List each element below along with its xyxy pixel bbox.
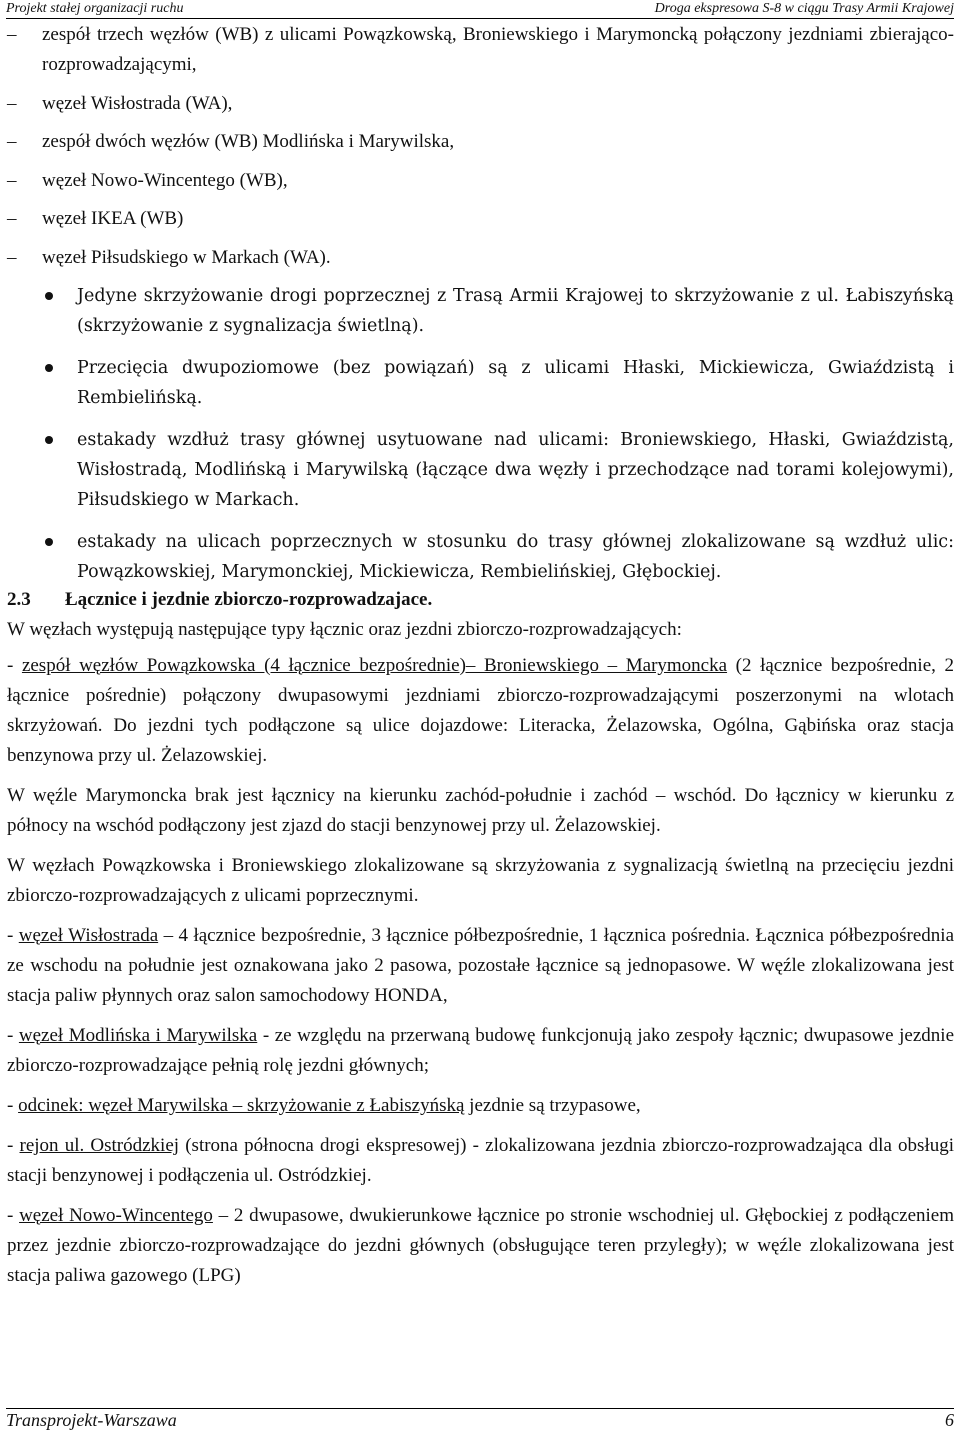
list-item bbox=[7, 89, 954, 119]
paragraph-marywilska-section bbox=[7, 1091, 954, 1121]
header-road-title: Droga ekspresowa S-8 w ciągu Trasy Armii Krajowej bbox=[654, 1, 954, 16]
paragraph-marymoncka bbox=[7, 781, 954, 841]
dash-marker: – bbox=[7, 131, 17, 152]
paragraph-powazkowska bbox=[7, 651, 954, 771]
paragraph-subject: odcinek: węzeł Marywilska – skrzyżowanie z Łabiszyńską bbox=[18, 1095, 465, 1116]
paragraph-prefix: - bbox=[7, 925, 19, 946]
list-item-text: węzeł Wisłostrada (WA), bbox=[42, 92, 233, 114]
paragraph-ostrodzka bbox=[7, 1131, 954, 1191]
list-item bbox=[7, 20, 954, 80]
header-project-title: Projekt stałej organizacji ruchu bbox=[6, 1, 184, 16]
bullet-text: estakady wzdłuż trasy głównej usytuowane nad ulicami: Broniewskiego, Hłaski, Gwiaździstą, Wisłostradą, Modlińską i Marywilską (łączące dwa węzły i przechodzące nad torami kolejowymi), Piłsudskiego w Markach. bbox=[77, 430, 954, 510]
bullet-text: Przecięcia dwupoziomowe (bez powiązań) są z ulicami Hłaski, Mickiewicza, Gwiaździstą i Rembielińską. bbox=[77, 358, 954, 408]
dash-marker: – bbox=[7, 169, 17, 191]
page-number: 6 bbox=[945, 1410, 954, 1430]
list-item-text: zespół trzech węzłów (WB) z ulicami Powązkowską, Broniewskiego i Marymoncką połączony jezdniami zbierająco-rozprowadzającymi, bbox=[42, 24, 954, 75]
bullet-text: Jedyne skrzyżowanie drogi poprzecznej z Trasą Armii Krajowej to skrzyżowanie z ul. Łabiszyńską (skrzyżowanie z sygnalizacja świetlną). bbox=[77, 286, 954, 336]
section-number: 2.3 bbox=[7, 589, 31, 610]
list-item bbox=[7, 127, 954, 157]
page-header bbox=[6, 0, 954, 19]
bullet-item bbox=[7, 425, 954, 515]
list-item bbox=[7, 243, 954, 273]
bullet-item bbox=[7, 353, 954, 413]
dash-marker: – bbox=[7, 92, 17, 114]
paragraph-subject: węzeł Wisłostrada bbox=[18, 925, 159, 946]
intro-text: W węzłach występują następujące typy łącznic oraz jezdni zbiorczo-rozprowadzających: bbox=[7, 619, 682, 640]
list-item-text: węzeł IKEA (WB) bbox=[42, 208, 184, 229]
paragraph-signals bbox=[7, 851, 954, 911]
intro-paragraph bbox=[7, 615, 954, 645]
section-title: Łącznice i jezdnie zbiorczo-rozprowadzajace. bbox=[65, 589, 433, 610]
paragraph-modlinska bbox=[7, 1021, 954, 1081]
bullet-dot-icon bbox=[45, 292, 53, 300]
paragraph-prefix: - bbox=[7, 1135, 20, 1156]
paragraph-prefix: - bbox=[7, 1025, 19, 1046]
interchange-list bbox=[7, 20, 954, 273]
list-item bbox=[7, 204, 954, 234]
list-item-text: zespół dwóch węzłów (WB) Modlińska i Marywilska, bbox=[42, 131, 455, 152]
paragraph-prefix: - bbox=[7, 1095, 19, 1116]
paragraph-subject: węzeł Modlińska i Marywilska bbox=[18, 1025, 258, 1046]
paragraph-body: – 4 łącznice bezpośrednie, 3 łącznice półbezpośrednie, 1 łącznica pośrednia. Łącznica półbezpośrednia ze wschodu na południe jest oznakowana jako 2 pasowa, pozostałe łącznice są jednopasowe. W węźle zlokalizowana jest stacja paliw płynnych oraz salon samochodowy HONDA, bbox=[7, 925, 954, 1006]
bullet-dot-icon bbox=[45, 364, 53, 372]
paragraph-body: - ze względu na przerwaną budowę funkcjonują jako zespoły łącznic; dwupasowe jezdnie zbiorczo-rozprowadzające pełnią rolę jezdni głównych; bbox=[7, 1025, 955, 1076]
paragraph-prefix: - bbox=[7, 1205, 20, 1226]
bullet-item bbox=[7, 281, 954, 341]
paragraph-body: W węźle Marymoncka brak jest łącznicy na kierunku zachód-południe i zachód – wschód. Do łącznicy w kierunku z północy na wschód podłączony jest zjazd do stacji benzynowej przy ul. Żelazowskiej. bbox=[7, 785, 954, 836]
dash-marker: – bbox=[7, 246, 17, 268]
paragraph-subject: węzeł Nowo-Wincentego bbox=[19, 1205, 213, 1226]
list-item-text: węzeł Nowo-Wincentego (WB), bbox=[42, 169, 288, 191]
list-item-text: węzeł Piłsudskiego w Markach (WA). bbox=[42, 246, 331, 268]
section-heading bbox=[7, 585, 954, 615]
dash-marker: – bbox=[7, 208, 17, 229]
bullet-text: estakady na ulicach poprzecznych w stosunku do trasy głównej zlokalizowane są wzdłuż ulic: Powązkowskiej, Marymonckiej, Mickiewicza, Rembielińskiej, Głębockiej. bbox=[77, 532, 954, 582]
paragraph-body: jezdnie są trzypasowe, bbox=[464, 1095, 641, 1116]
footer-company: Transprojekt-Warszawa bbox=[6, 1410, 177, 1430]
paragraph-body: W węzłach Powązkowska i Broniewskiego zlokalizowane są skrzyżowania z sygnalizacją świetlną na przecięciu jezdni zbiorczo-rozprowadzających z ulicami poprzecznymi. bbox=[7, 855, 954, 906]
paragraph-body: – 2 dwupasowe, dwukierunkowe łącznice po stronie wschodniej ul. Głębockiej z podłączeniem przez jezdnie zbiorczo-rozprowadzające do jezdni głównych (obsługujące teren przyległy); w węźle zlokalizowana jest stacja paliwa gazowego (LPG) bbox=[7, 1205, 954, 1286]
paragraph-wislostrada bbox=[7, 921, 954, 1011]
paragraph-body: (2 łącznice bezpośrednie, 2 łącznice pośrednie) połączony dwupasowymi jezdniami zbiorczo-rozprowadzającymi poszerzonymi na wlotach skrzyżowań. Do jezdni tych podłączone są ulice dojazdowe: Literacka, Żelazowska, Ogólna, Gąbińska oraz stacja benzynowa przy ul. Żelazowskiej. bbox=[7, 655, 954, 766]
dash-marker: – bbox=[7, 24, 17, 45]
paragraph-prefix: - bbox=[7, 655, 22, 676]
paragraph-body: (strona północna drogi ekspresowej) - zlokalizowana jezdnia zbiorczo-rozprowadzająca dla obsługi stacji benzynowej i podłączenia ul. Ostródzkiej. bbox=[7, 1135, 954, 1186]
page-footer bbox=[6, 1408, 954, 1431]
bullet-dot-icon bbox=[45, 538, 53, 546]
paragraph-subject: zespół węzłów Powązkowska (4 łącznice bezpośrednie)– Broniewskiego – Marymoncka bbox=[21, 655, 728, 676]
bullet-item bbox=[7, 527, 954, 587]
document-body bbox=[7, 20, 954, 1301]
list-item bbox=[7, 166, 954, 196]
paragraph-subject: rejon ul. Ostródzkiej bbox=[19, 1135, 180, 1156]
paragraph-nowo-wincentego bbox=[7, 1201, 954, 1291]
bullet-dot-icon bbox=[45, 436, 53, 444]
